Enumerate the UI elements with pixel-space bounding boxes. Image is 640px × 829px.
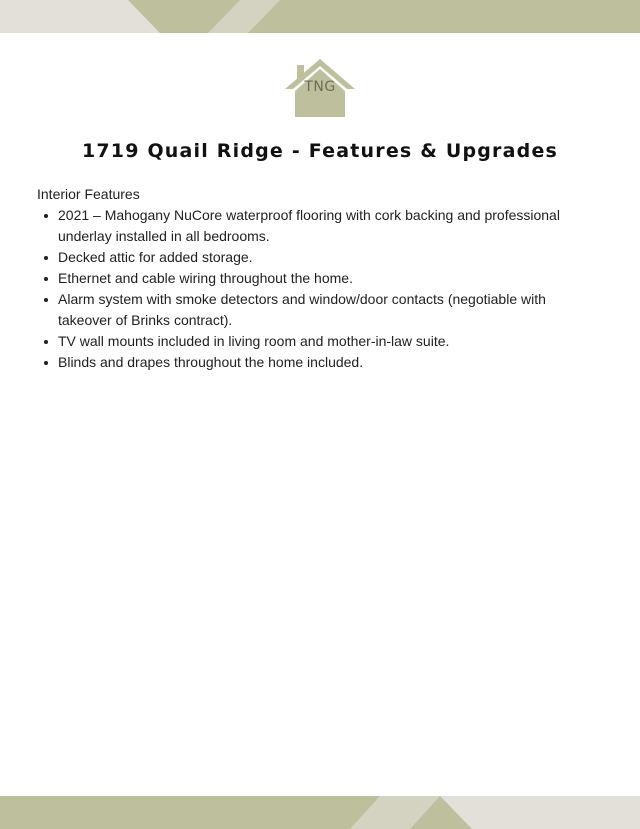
feature-item: TV wall mounts included in living room and mother-in-law suite. <box>58 331 597 352</box>
feature-item: 2021 – Mahogany NuCore waterproof flooring with cork backing and professional underlay installed in all bedrooms. <box>58 205 597 247</box>
top-decorative-band <box>0 0 640 33</box>
features-content <box>37 184 597 373</box>
section-heading: Interior Features <box>37 186 140 202</box>
feature-item: Ethernet and cable wiring throughout the home. <box>58 268 597 289</box>
feature-item: Blinds and drapes throughout the home included. <box>58 352 597 373</box>
bottom-decorative-band <box>0 796 640 829</box>
company-logo <box>285 59 355 117</box>
bottom-band-graphic <box>0 796 640 829</box>
feature-list <box>37 205 597 373</box>
top-band-graphic <box>0 0 640 33</box>
page-title: 1719 Quail Ridge - Features & Upgrades <box>81 140 559 162</box>
feature-item: Decked attic for added storage. <box>58 247 597 268</box>
logo-text: TNG <box>304 79 336 95</box>
feature-item: Alarm system with smoke detectors and window/door contacts (negotiable with takeover of Brinks contract). <box>58 289 597 331</box>
